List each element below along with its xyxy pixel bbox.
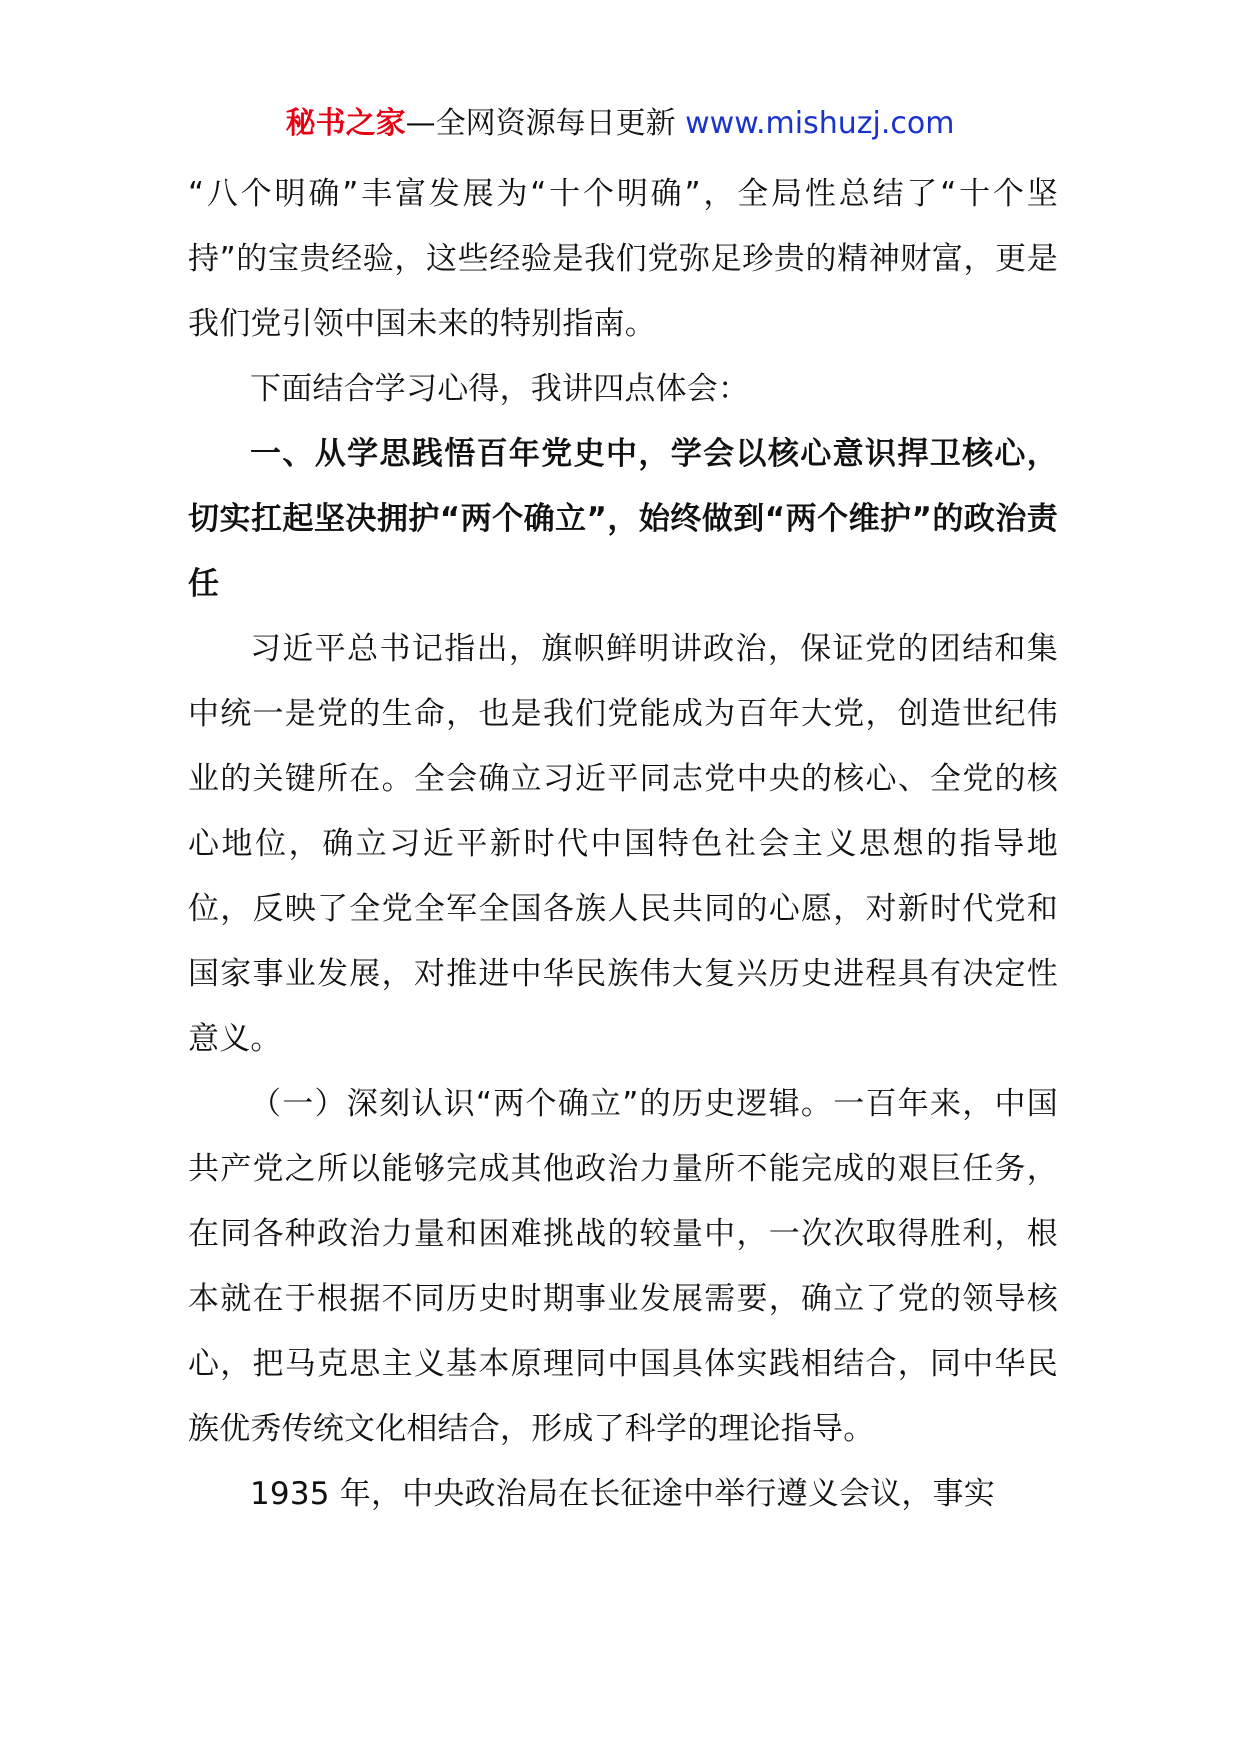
paragraph-last: 1935 年，中央政治局在长征途中举行遵义会议，事实 [250,1476,995,1512]
section-heading-one: 一、从学思践悟百年党史中，学会以核心意识捍卫核心，切实扛起坚决拥护“两个确立”，始终做到“两个维护”的政治责任 [188,436,1058,602]
paragraph-subsection-one: （一）深刻认识“两个确立”的历史逻辑。一百年来，中国共产党之所以能够完成其他政治力量所不能完成的艰巨任务，在同各种政治力量和困难挑战的较量中，一次次取得胜利，根本就在于根据不同历史时期事业发展需要，确立了党的领导核心，把马克思主义基本原理同中国具体实践相结合，同中华民族优秀传统文化相结合，形成了科学的理论指导。 [188,1086,1058,1447]
document-body [188,162,1058,1527]
page-header [0,100,1240,148]
paragraph-body: 习近平总书记指出，旗帜鲜明讲政治，保证党的团结和集中统一是党的生命，也是我们党能成为百年大党，创造世纪伟业的关键所在。全会确立习近平同志党中央的核心、全党的核心地位，确立习近平新时代中国特色社会主义思想的指导地位，反映了全党全军全国各族人民共同的心愿，对新时代党和国家事业发展，对推进中华民族伟大复兴历史进程具有决定性意义。 [188,631,1058,1057]
paragraph-continuation: “八个明确”丰富发展为“十个明确”，全局性总结了“十个坚持”的宝贵经验，这些经验是我们党弥足珍贵的精神财富，更是我们党引领中国未来的特别指南。 [188,176,1058,342]
site-url-link[interactable]: www.mishuzj.com [685,106,955,141]
paragraph-intro: 下面结合学习心得，我讲四点体会： [250,371,750,407]
header-tagline: —全网资源每日更新 [405,106,676,141]
brand-name: 秘书之家 [285,106,406,141]
